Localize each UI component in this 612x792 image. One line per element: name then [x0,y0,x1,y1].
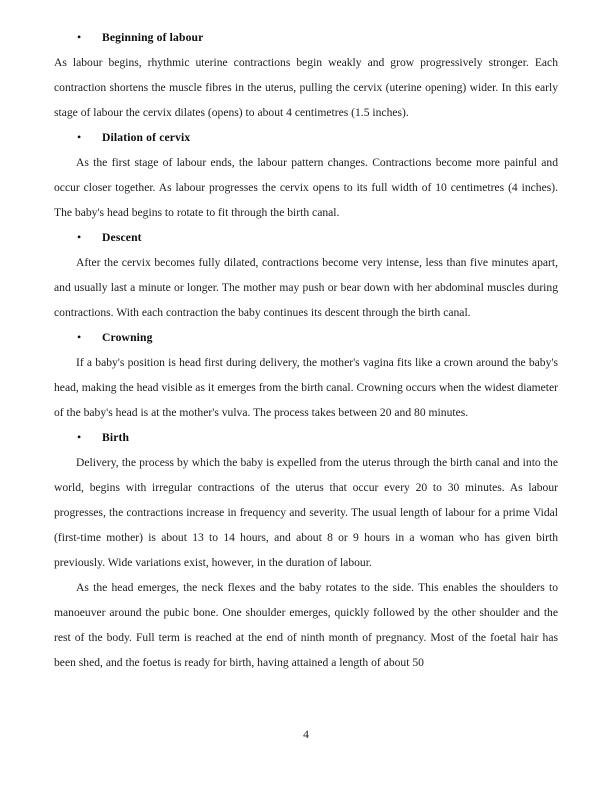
bullet-icon: • [77,430,82,444]
paragraph-descent: After the cervix becomes fully dilated, contractions become very intense, less than five minutes apart, and usually last a minute or longer. The mother may push or bear down with her abdominal muscles during contractions. With each contraction the baby continues its descent through the birth canal. [54,256,558,319]
heading-label: Beginning of labour [102,31,204,44]
heading-label: Crowning [102,331,153,344]
document-body [54,25,558,675]
bullet-icon: • [77,130,82,144]
page-number: 4 [303,728,309,741]
section-heading-beginning-of-labour [54,25,558,50]
heading-label: Descent [102,231,142,244]
section-heading-dilation-of-cervix [54,125,558,150]
paragraph-crowning: If a baby's position is head first during delivery, the mother's vagina fits like a crown around the baby's head, making the head visible as it emerges from the birth canal. Crowning occurs when the widest diameter of the baby's head is at the mother's vulva. The process takes between 20 and 80 minutes. [54,356,558,419]
bullet-icon: • [77,230,82,244]
paragraph-birth: Delivery, the process by which the baby is expelled from the uterus through the birth canal and into the world, begins with irregular contractions of the uterus that occur every 20 to 30 minutes. As labour progresses, the contractions increase in frequency and severity. The usual length of labour for a prime Vidal (first-time mother) is about 13 to 14 hours, and about 8 or 9 hours in a woman who has given birth previously. Wide variations exist, however, in the duration of labour. [54,456,558,569]
bullet-icon: • [77,330,82,344]
paragraph-head-emerges: As the head emerges, the neck flexes and the baby rotates to the side. This enables the shoulders to manoeuver around the pubic bone. One shoulder emerges, quickly followed by the other shoulder and the rest of the body. Full term is reached at the end of ninth month of pregnancy. Most of the foetal hair has been shed, and the foetus is ready for birth, having attained a length of about 50 [54,581,558,669]
heading-label: Birth [102,431,130,444]
section-heading-descent [54,225,558,250]
section-heading-birth [54,425,558,450]
paragraph-dilation-of-cervix: As the first stage of labour ends, the labour pattern changes. Contractions become more painful and occur closer together. As labour progresses the cervix opens to its full width of 10 centimetres (4 inches). The baby's head begins to rotate to fit through the birth canal. [54,156,558,219]
heading-label: Dilation of cervix [102,131,191,144]
paragraph-beginning-of-labour: As labour begins, rhythmic uterine contractions begin weakly and grow progressively stronger. Each contraction shortens the muscle fibres in the uterus, pulling the cervix (uterine opening) wider. In this early stage of labour the cervix dilates (opens) to about 4 centimetres (1.5 inches). [54,56,558,119]
section-heading-crowning [54,325,558,350]
bullet-icon: • [77,30,82,44]
